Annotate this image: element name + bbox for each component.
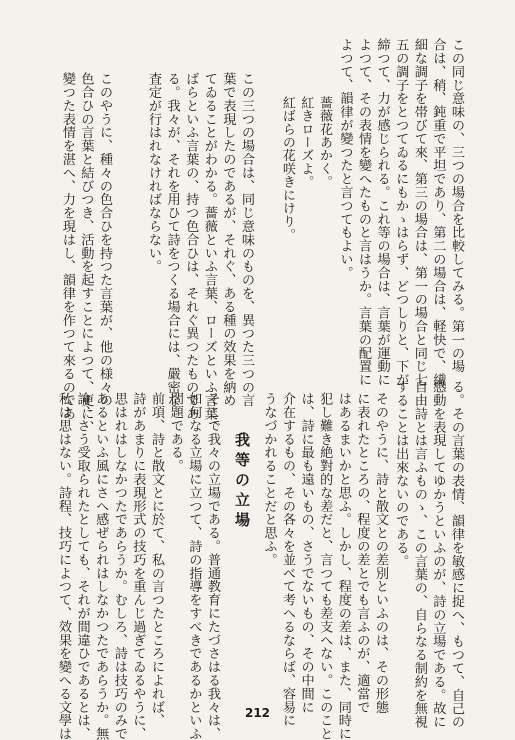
text-line: よつて、韻律が變つたと言つてもよい。 bbox=[337, 38, 353, 280]
text-line: 葉で表現したのであるが、それぐ、ある種の效果を納め bbox=[220, 72, 236, 407]
text-line: 介在するもの、その各々を並べて考へるならば、容易に bbox=[280, 392, 296, 727]
text-line: そこで我々の立場である。普通教育にたづさはる我々は、 bbox=[205, 392, 220, 740]
text-line: 如何なる立場に立つて、詩の指導をすべきであるかといふ bbox=[186, 392, 202, 740]
bottom-paragraph-2 bbox=[259, 392, 389, 740]
top-paragraph-1 bbox=[335, 38, 465, 386]
text-line: に表れたところの、程度の差とでも言ふのが、適當で bbox=[354, 392, 370, 714]
text-line: 變つた表情を湛へ、力を現はし、韻律を作つて來るのであ bbox=[59, 72, 75, 421]
text-line: 五の調子をとつてゐるにもかゝはらず、どつしりと、下が bbox=[393, 38, 409, 387]
text-line: 前項、詩と散文とに於て、私の言つたところによれば、 bbox=[149, 392, 164, 727]
text-line: ばらといふ言葉の、持つ色合ひは、それぐ異つたものであ bbox=[183, 72, 199, 421]
poem bbox=[277, 96, 333, 241]
text-line: することは出來ないのである。 bbox=[393, 380, 409, 568]
bottom-paragraph-4 bbox=[53, 392, 165, 740]
poem-line: 紅ばらの花咲きにけり。 bbox=[279, 96, 295, 242]
text-line: このやうに、種々の色合ひを持つた言葉が、他の様々の bbox=[97, 72, 112, 407]
text-line: 問題である。 bbox=[167, 392, 183, 473]
bottom-paragraph-3 bbox=[165, 392, 221, 740]
text-line: 色合ひの言葉と結びつき、活動を起すことによつて、更に、 bbox=[78, 72, 94, 434]
text-line: 締つて、力が感じられる。これ等の場合は、言葉が運動に bbox=[374, 38, 390, 387]
text-line: てゐることがわかる。薔薇といふ言葉、ローズといふ言葉、 bbox=[201, 72, 217, 434]
text-line: 犯し難き絶對的な差だと、言つても差支へない。このこと bbox=[317, 392, 333, 740]
text-line: うなづかれることだと思ふ。 bbox=[261, 392, 277, 567]
text-line: この同じ意味の、三つの場合を比較してみる。第一の場 bbox=[449, 38, 464, 373]
text-line: 査定が行はれなければならない。 bbox=[146, 72, 162, 273]
text-line: あるといふ風にさへ感ぜられはしなかつたであらうか。無 bbox=[93, 392, 109, 740]
text-line: よつて、その表情を變へたものと言はうか。言葉の配置に bbox=[356, 38, 372, 387]
text-line: 細な調子を帯びて來、第三の場合は、第一の場合と同じ七 bbox=[411, 38, 427, 387]
text-line: この三つの場合は、同じ意味のものを、異つた三つの言 bbox=[239, 72, 254, 407]
section-heading: 我等の立場 bbox=[233, 432, 251, 532]
poem-line: 紅きローズよ。 bbox=[298, 96, 314, 189]
text-line: そのやうに、詩と散文との差別といふのは、その形態 bbox=[373, 392, 388, 714]
top-paragraph-2 bbox=[143, 72, 255, 434]
text-line: 詩があまりに表現形式の技巧を重んじ過ぎてゐるやうに、 bbox=[130, 392, 146, 740]
text-line: 合は、稍、鈍重で平坦であり、第二の場合は、軽快で、繊 bbox=[430, 38, 446, 387]
text-line: は、詩に最も遠いもの、さうでないもの、その中間に bbox=[298, 392, 314, 714]
text-line: 論、さう受取られたとしても、それが間違ひであるとは、 bbox=[74, 392, 90, 740]
bottom-paragraph-1 bbox=[391, 380, 465, 728]
text-line: る。我々が、それを用ひて詩をつくる場合には、嚴密な bbox=[164, 72, 180, 407]
text-line: る。その言葉の表情、韻律を敏感に捉へ、もつて、自己の bbox=[449, 380, 464, 729]
poem-line: 薔薇花あかく。 bbox=[317, 96, 332, 189]
text-line: 思はれはしなかつたであらうか。むしろ、詩は技巧のみで bbox=[111, 392, 127, 740]
page-number: 212 bbox=[244, 706, 271, 720]
text-line: はあるまいかと思ふ。しかし、程度の差は、また、同時に bbox=[335, 392, 351, 740]
top-paragraph-3 bbox=[57, 72, 113, 434]
text-line: 感動を表現してゆかうといふのが、詩の立場である。故に bbox=[430, 380, 446, 729]
text-line: 自由詩とは言ふものゝ、この言葉の、自らなる制約を無視 bbox=[411, 380, 427, 729]
text-line: 私は思はない。詩程、技巧によつて、效果を變へる文學は bbox=[56, 392, 72, 740]
